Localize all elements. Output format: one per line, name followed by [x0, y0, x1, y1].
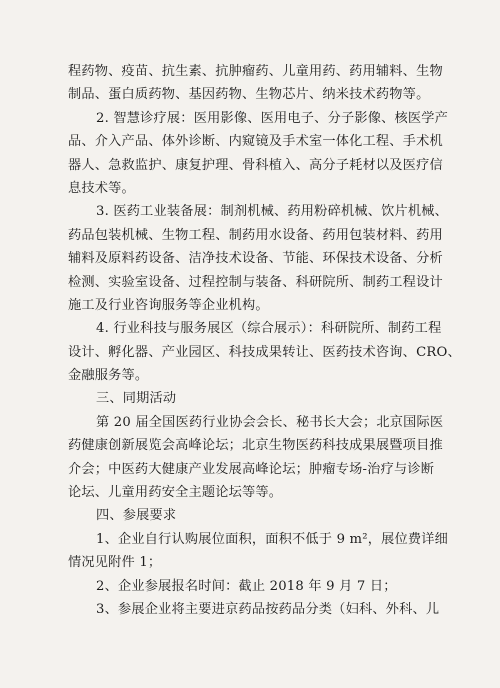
requirement-3: 3、参展企业将主要进京药品按药品分类（妇科、外科、儿 [96, 601, 440, 617]
item-tech-services: 4. 行业科技与服务展区（综合展示）：科研院所、制药工程 [96, 321, 442, 337]
text-line-17: 药健康创新展览会高峰论坛；北京生物医药科技成果展暨项目推 [68, 438, 443, 454]
text-line-14: 金融服务等。 [68, 368, 149, 384]
text-line-16: 第 20 届全国医药行业协会会长、秘书长大会；北京国际医 [96, 414, 444, 430]
requirement-2: 2、企业参展报名时间：截止 2018 年 9 月 7 日； [96, 578, 397, 594]
text-line-9: 辅料及原料药设备、洁净技术设备、节能、环保技术设备、分析 [68, 251, 443, 267]
section-heading-requirements: 四、参展要求 [96, 508, 177, 524]
text-line-13: 设计、孵化器、产业园区、科技成果转让、医药技术咨询、CRO、 [68, 344, 461, 360]
text-line-5: 器人、急救监护、康复护理、骨科植入、高分子耗材以及医疗信 [68, 157, 443, 173]
item-pharma-equipment: 3. 医药工业装备展：制剂机械、药用粉碎机械、饮片机械、 [96, 204, 449, 220]
item-smart-diagnosis: 2. 智慧诊疗展：医用影像、医用电子、分子影像、核医学产 [96, 110, 449, 126]
text-line-11: 施工及行业咨询服务等企业机构。 [68, 297, 269, 313]
text-line-2: 制品、蛋白质药物、基因药物、生物芯片、纳米技术药物等。 [68, 87, 430, 103]
text-line-6: 息技术等。 [68, 180, 135, 196]
text-line-8: 药品包装机械、生物工程、制药用水设备、药用包装材料、药用 [68, 227, 443, 243]
text-line-1: 程药物、疫苗、抗生素、抗肿瘤药、儿童用药、药用辅料、生物 [68, 64, 443, 79]
text-line-10: 检测、实验室设备、过程控制与装备、科研院所、制药工程设计 [68, 274, 443, 290]
requirement-1: 1、企业自行认购展位面积，面积不低于 9 m²，展位费详细 [96, 531, 449, 547]
text-line-4: 品、介入产品、体外诊断、内窥镜及手术室一体化工程、手术机 [68, 134, 443, 150]
text-line-22: 情况见附件 1； [68, 555, 162, 571]
section-heading-activities: 三、同期活动 [96, 391, 177, 407]
text-line-18: 介会；中医药大健康产业发展高峰论坛；肿瘤专场-治疗与诊断 [68, 461, 435, 477]
text-line-19: 论坛、儿童用药安全主题论坛等等。 [68, 485, 283, 501]
